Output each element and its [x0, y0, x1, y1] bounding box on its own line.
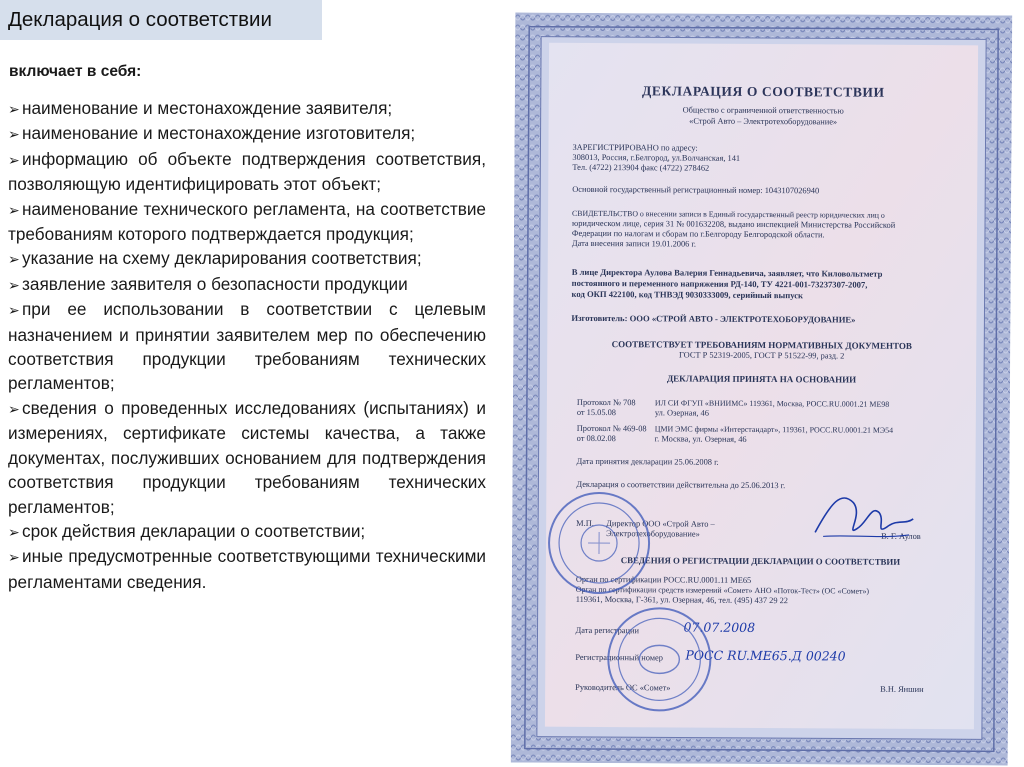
- org-line: «Строй Авто – Электротехоборудование»: [689, 116, 838, 127]
- head-label: Руководитель ОС «Сомет»: [575, 682, 671, 693]
- bullet-arrow-icon: ➢: [8, 151, 20, 168]
- signer-role: Директор ООО «Строй Авто –: [606, 519, 715, 529]
- slide-title: Декларация о соответствии: [8, 8, 272, 31]
- accept-date: Дата принятия декларации 25.06.2008 г.: [576, 456, 719, 467]
- list-item: ➢ срок действия декларации о соответствии;: [8, 519, 486, 544]
- protocol-number: Протокол № 469-08: [576, 423, 647, 434]
- reg-date-label: Дата регистрации: [575, 625, 640, 636]
- manufacturer-line: Изготовитель: ООО «СТРОЙ АВТО - ЭЛЕКТРОТЕХОБОРУДОВАНИЕ»: [571, 312, 856, 325]
- bullet-arrow-icon: ➢: [8, 276, 20, 293]
- reg-number-label: Регистрационный номер: [575, 652, 663, 663]
- certificate-paper: [545, 43, 978, 730]
- protocol-address: ул. Озерная, 46: [654, 408, 709, 418]
- organ-line: 119361, Москва, Г-361, ул. Озерная, 46, тел. (495) 437 29 22: [575, 594, 789, 606]
- bullet-arrow-icon: ➢: [8, 201, 20, 218]
- person-line: код ОКП 422100, код ТНВЭД 9030333009, серийный выпуск: [571, 288, 804, 301]
- bullet-arrow-icon: ➢: [8, 101, 20, 117]
- reg-number-value: РОСС RU.МЕ65.Д 00240: [685, 647, 846, 664]
- seal-label: М.П.: [576, 518, 594, 528]
- reg-line: ЗАРЕГИСТРИРОВАНО по адресу:: [572, 142, 698, 153]
- reg-date-value: 07.07.2008: [683, 619, 756, 635]
- organ-line: Орган по сертификации РОСС.RU.0001.11 МЕ65: [575, 574, 752, 585]
- list-item: ➢ наименование и местонахождение заявителя;: [8, 96, 486, 121]
- registration-heading: СВЕДЕНИЯ О РЕГИСТРАЦИИ ДЕКЛАРАЦИИ О СООТВЕТСТВИИ: [620, 555, 901, 567]
- protocol-date: от 08.02.08: [576, 433, 616, 444]
- protocol-date: от 15.05.08: [576, 407, 617, 418]
- head-name: В.Н. Яншин: [880, 684, 924, 694]
- cert-line: Дата внесения записи 19.01.2006 г.: [571, 238, 697, 249]
- list-item: ➢ указание на схему декларирования соответствия;: [8, 246, 486, 271]
- bullet-arrow-icon: ➢: [8, 126, 20, 143]
- certificate-image: [511, 12, 1013, 765]
- reg-line: Тел. (4722) 213904 факс (4722) 278462: [572, 162, 710, 173]
- person-line: В лице Директора Аулова Валерия Геннадьевича, заявляет, что Киловольтметр: [571, 266, 883, 279]
- list-item: ➢ наименование и местонахождение изготовителя;: [8, 121, 486, 146]
- organ-line: Орган по сертификации средств измерений «Сомет» АНО «Поток-Тест» (ОС «Сомет»): [575, 584, 870, 596]
- signer-role: Электротехоборудование»: [606, 529, 700, 539]
- slide-title-box: [0, 0, 322, 40]
- bullet-arrow-icon: ➢: [8, 523, 20, 540]
- slide-subtitle: включает в себя:: [9, 63, 142, 80]
- list-item: ➢ наименование технического регламента, на соответствие требованиям которого подтверждается продукция;: [8, 198, 486, 245]
- list-item: ➢ информацию об объекте подтверждения соответствия, позволяющую идентифицировать этот объект;: [8, 148, 486, 195]
- cert-line: СВИДЕТЕЛЬСТВО о внесении записи в Единый государственный реестр юридических лиц о: [572, 208, 885, 220]
- signature-icon: [801, 484, 921, 547]
- basis-heading: ДЕКЛАРАЦИЯ ПРИНЯТА НА ОСНОВАНИИ: [666, 373, 857, 385]
- list-item: ➢ сведения о проведенных исследованиях (испытаниях) и измерениях, сертификате системы качества, а также документах, послуживших основанием для подтверждения соответствия продукции требованиям технических регламентов;: [8, 397, 486, 517]
- valid-until: Декларация о соответствии действительна до 25.06.2013 г.: [576, 479, 786, 491]
- protocol-address: г. Москва, ул. Озерная, 46: [654, 434, 747, 444]
- signer-name: В. Г. Аулов: [881, 531, 921, 541]
- list-item: ➢ при ее использовании в соответствии с целевым назначением и принятии заявителем мер по обеспечению соответствия продукции требованиям технических регламентов;: [8, 299, 486, 394]
- protocol-number: Протокол № 708: [576, 397, 636, 408]
- org-line: Общество с ограниченной ответственностью: [682, 105, 844, 116]
- list-item: ➢ заявление заявителя о безопасности продукции: [8, 272, 486, 297]
- bullet-arrow-icon: ➢: [8, 549, 20, 566]
- reg-line: 308013, Россия, г.Белгород, ул.Волчанская, 141: [572, 152, 741, 163]
- gost-line: ГОСТ Р 52319-2005, ГОСТ Р 51522-99, разд. 2: [679, 350, 845, 361]
- person-line: постоянного и переменного напряжения РД-140, ТУ 4221-001-73237307-2007,: [571, 277, 868, 290]
- list-item: ➢ иные предусмотренные соответствующими техническими регламентами сведения.: [8, 546, 486, 592]
- registration-seal-icon: [603, 603, 716, 716]
- bullet-arrow-icon: ➢: [8, 302, 20, 319]
- conformity-heading: СООТВЕТСТВУЕТ ТРЕБОВАНИЯМ НОРМАТИВНЫХ ДОКУМЕНТОВ: [611, 339, 912, 351]
- cert-line: юридическом лице, серия 31 № 001632208, выдано инспекцией Министерства Российской: [571, 218, 896, 230]
- protocol-lab: ЦМИ ЭМС фирмы «Интерстандарт», 119361, РОСС.RU.0001.21 МЭ54: [654, 424, 894, 435]
- protocol-lab: ИЛ СИ ФГУП «ВНИИМС» 119361, Москва, РОСС.RU.0001.21 МЕ98: [654, 398, 890, 409]
- bullet-arrow-icon: ➢: [8, 251, 20, 268]
- company-seal-icon: [545, 488, 654, 599]
- ogrn-line: Основной государственный регистрационный номер: 1043107026940: [572, 184, 820, 196]
- certificate-heading: ДЕКЛАРАЦИЯ О СООТВЕТСТВИИ: [641, 83, 885, 100]
- cert-line: Федерации по налогам и сборам по г.Белгороду Белгородской области.: [571, 228, 825, 240]
- bullet-arrow-icon: ➢: [8, 400, 20, 417]
- requirements-list: [8, 96, 486, 594]
